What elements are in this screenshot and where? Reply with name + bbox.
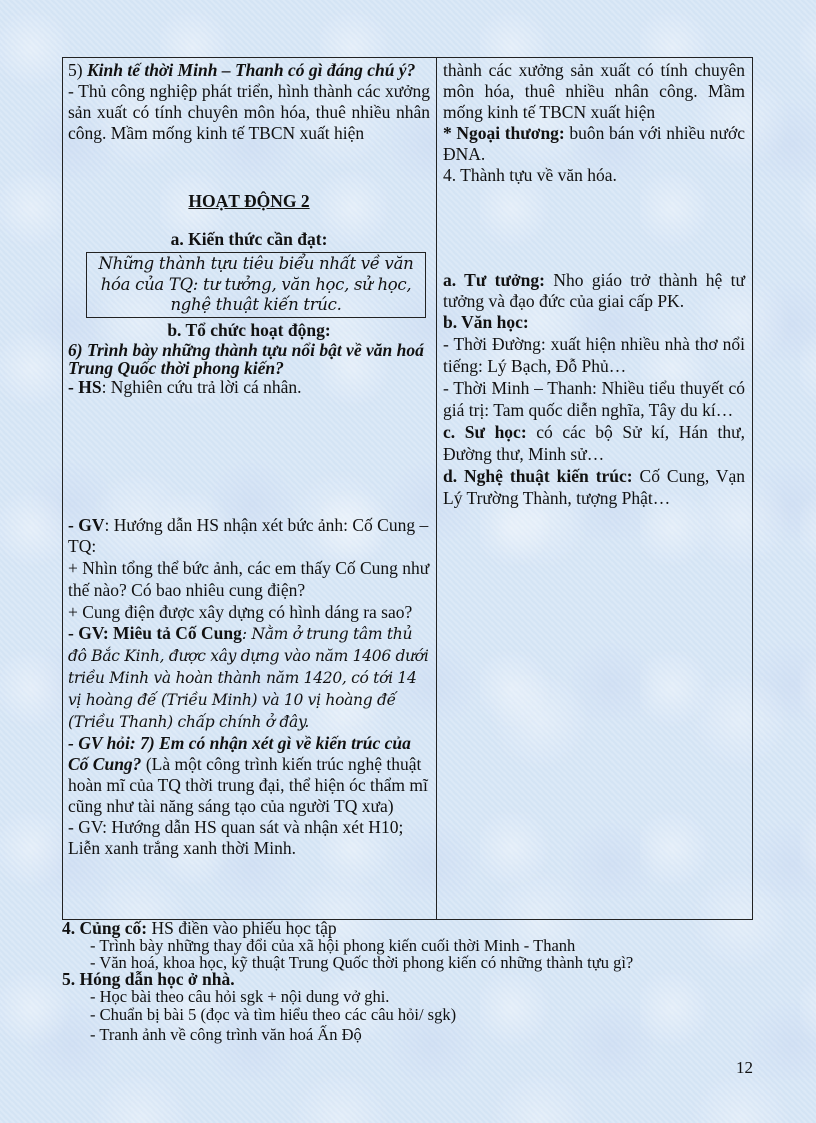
question-7-text: - GV hỏi: 7) Em có nhận xét gì về kiến trúc của Cố Cung? bbox=[68, 732, 411, 774]
consolidate-label: 4. Củng cố: bbox=[62, 918, 148, 938]
trade-text: buôn bán với nhiều nước ĐNA. bbox=[443, 123, 745, 164]
right-column bbox=[437, 58, 752, 919]
architecture-label: d. Nghệ thuật kiến trúc: bbox=[443, 466, 633, 486]
gv-label: - GV bbox=[68, 514, 105, 535]
hs-instruction bbox=[68, 377, 430, 398]
architecture-item bbox=[443, 465, 745, 509]
consolidate-text: HS điền vào phiếu học tập bbox=[147, 918, 337, 938]
homework-item: - Chuẩn bị bài 5 (đọc và tìm hiểu theo các câu hỏi/ sgk) bbox=[90, 1005, 457, 1024]
homework-item: - Tranh ảnh về công trình văn hoá Ấn Độ bbox=[90, 1025, 362, 1044]
question-7-answer: (Là một công trình kiến trúc nghệ thuật hoàn mĩ của TQ thời trung đại, thể hiện óc thẩm mĩ cũng như tài năng sáng tạo của người TQ xưa) bbox=[68, 753, 428, 816]
lesson-table bbox=[62, 57, 753, 920]
lesson-footer bbox=[62, 920, 762, 1046]
hs-label: - HS bbox=[68, 376, 102, 397]
literature-ming: - Thời Minh – Thanh: Nhiều tiểu thuyết có giá trị: Tam quốc diễn nghĩa, Tây du kí… bbox=[443, 378, 745, 420]
consolidate-section bbox=[62, 920, 762, 937]
hs-text: : Nghiên cứu trả lời cá nhân. bbox=[101, 376, 302, 397]
thought-label: a. Tư tưởng: bbox=[443, 270, 545, 290]
gv-guide-photo bbox=[68, 515, 430, 557]
history-text: có các bộ Sử kí, Hán thư, Đường thư, Minh sử… bbox=[443, 422, 745, 464]
foreign-trade bbox=[443, 123, 745, 165]
gv-describe-text: : Nằm ở trung tâm thủ đô Bắc Kinh, được xây dựng vào năm 1406 dưới triều Minh và hoàn thành năm 1420, có tới 14 vị hoàng đế (Triều Minh) và 10 vị hoàng đế (Triều Thanh) chấp chính ở đây. bbox=[68, 624, 429, 731]
gv-observe-h10: - GV: Hướng dẫn HS quan sát và nhận xét H10; Liễn xanh trắng xanh thời Minh. bbox=[68, 816, 404, 858]
architecture-text: Cố Cung, Vạn Lý Trường Thành, tượng Phật… bbox=[443, 466, 745, 508]
culture-heading: 4. Thành tựu về văn hóa. bbox=[443, 165, 617, 185]
question-6: 6) Trình bày những thành tựu nổi bật về văn hoá Trung Quốc thời phong kiến? bbox=[68, 339, 424, 378]
gv-describe-label: : Miêu tả Cố Cung bbox=[102, 622, 242, 643]
left-column bbox=[63, 58, 437, 919]
knowledge-heading: a. Kiến thức cần đạt: bbox=[170, 229, 328, 249]
gv-question-2: + Cung điện được xây dựng có hình dáng ra sao? bbox=[68, 601, 413, 622]
history-item bbox=[443, 421, 745, 465]
consolidate-item: - Văn hoá, khoa học, kỹ thuật Trung Quốc thời phong kiến có những thành tựu gì? bbox=[90, 953, 634, 972]
thought-text: Nho giáo trở thành hệ tư tưởng và đạo đức của giai cấp PK. bbox=[443, 270, 745, 311]
consolidate-item: - Trình bày những thay đổi của xã hội phong kiến cuối thời Minh - Thanh bbox=[90, 936, 576, 955]
question-5-text: Kinh tế thời Minh – Thanh có gì đáng chú ý? bbox=[86, 60, 416, 80]
homework-heading: 5. Hóng dẫn học ở nhà. bbox=[62, 969, 235, 989]
knowledge-box: Những thành tựu tiêu biểu nhất về văn hóa của TQ: tư tưởng, văn học, sử học, nghệ thuật kiến trúc. bbox=[86, 252, 426, 318]
page-number: 12 bbox=[736, 1058, 753, 1077]
literature-tang: - Thời Đường: xuất hiện nhiều nhà thơ nổi tiếng: Lý Bạch, Đỗ Phủ… bbox=[443, 334, 745, 376]
question-5-answer: - Thủ công nghiệp phát triển, hình thành các xưởng sản xuất có tính chuyên môn hóa, thuê nhiều nhân công. Mầm mống kinh tế TBCN xuất hiện bbox=[68, 81, 430, 143]
question-5 bbox=[68, 60, 430, 81]
question-5-number: 5) bbox=[68, 60, 83, 80]
history-label: c. Sư học: bbox=[443, 422, 527, 442]
organize-heading: b. Tổ chức hoạt động: bbox=[167, 319, 331, 340]
trade-label: * Ngoại thương: bbox=[443, 123, 565, 143]
gv-describe-co-cung bbox=[68, 623, 430, 733]
gv-label: - GV bbox=[68, 622, 103, 643]
literature-heading: b. Văn học: bbox=[443, 312, 529, 332]
gv-question-7 bbox=[68, 733, 430, 817]
thought-item bbox=[443, 270, 745, 312]
gv-guide-text: : Hướng dẫn HS nhận xét bức ảnh: Cố Cung – TQ: bbox=[68, 514, 429, 556]
economy-continued: thành các xưởng sản xuất có tính chuyên môn hóa, thuê nhiều nhân công. Mầm mống kinh tế TBCN xuất hiện bbox=[443, 60, 745, 122]
activity-title: HOẠT ĐỘNG 2 bbox=[188, 190, 310, 211]
gv-question-1: + Nhìn tổng thể bức ảnh, các em thấy Cố Cung như thế nào? Có bao nhiêu cung điện? bbox=[68, 557, 430, 600]
homework-item: - Học bài theo câu hỏi sgk + nội dung vở ghi. bbox=[90, 987, 390, 1006]
